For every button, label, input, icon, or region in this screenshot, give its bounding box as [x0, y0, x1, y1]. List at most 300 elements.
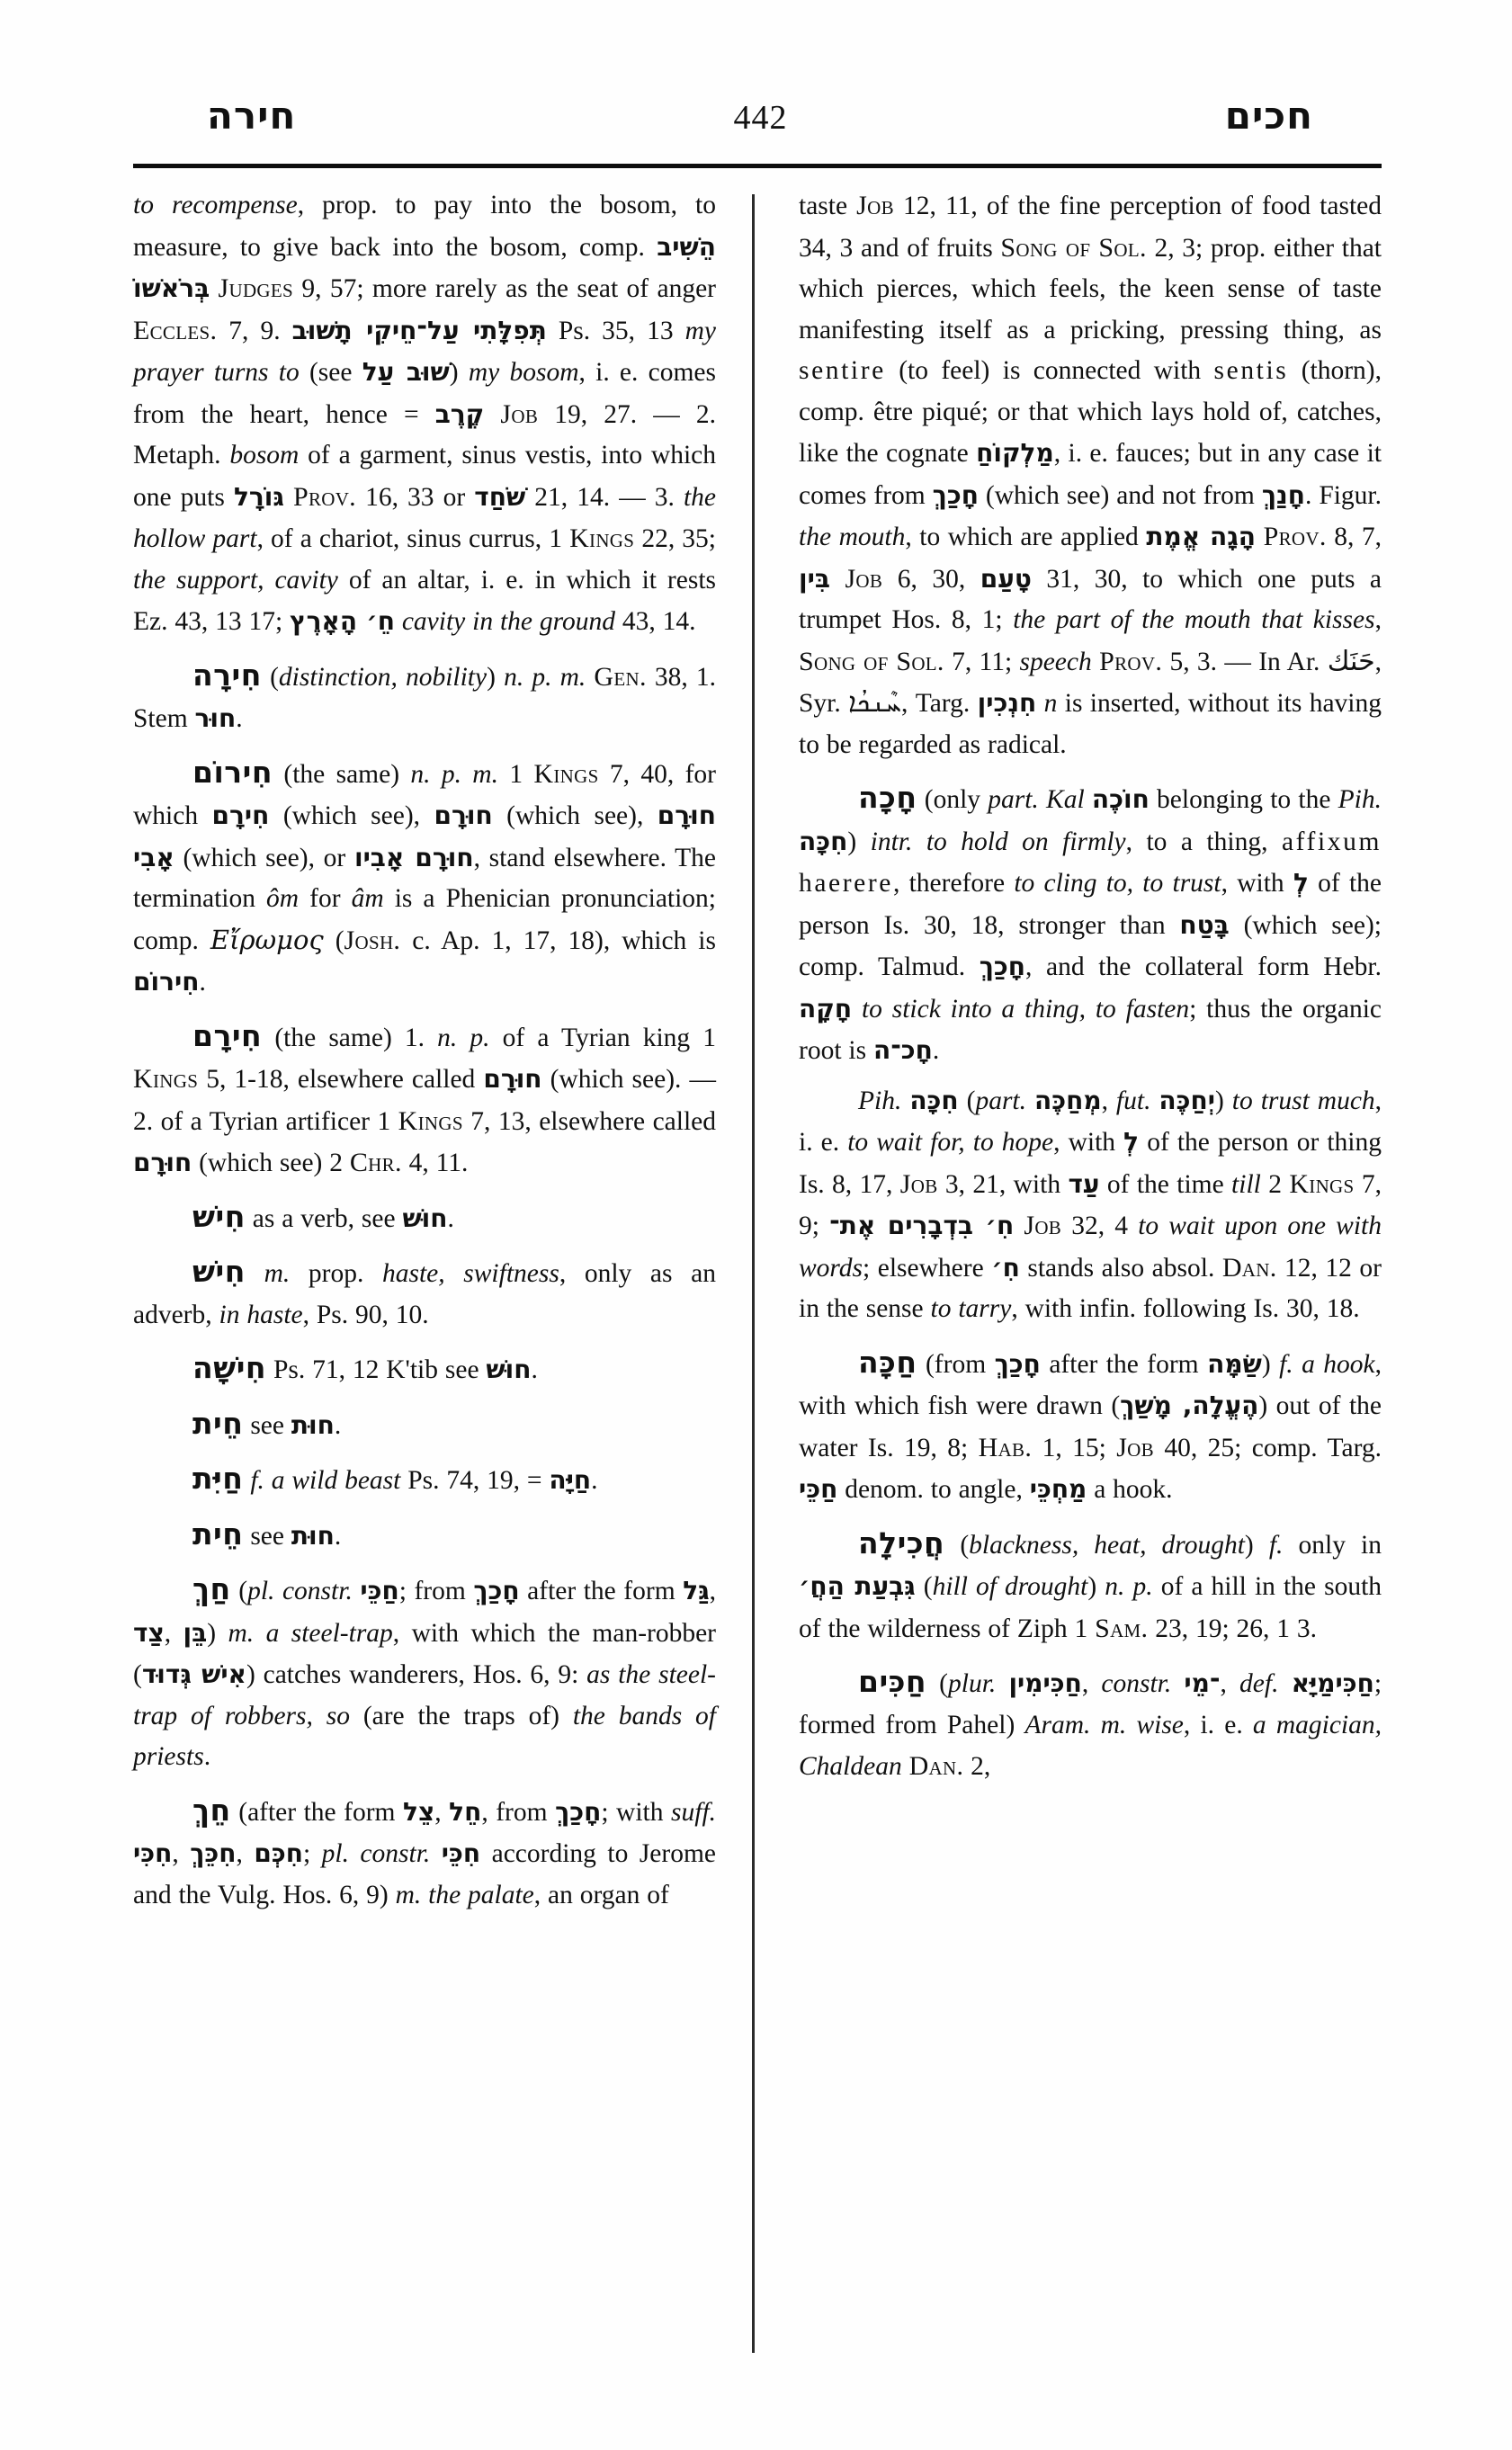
entry-text: ) [207, 1618, 228, 1648]
entry-text: n. p. m. [504, 662, 586, 692]
entry-text: 12, 11, of the fine perception of food tasted 34, 3 and of fruits [799, 192, 1382, 263]
entry-text: (which see), [492, 801, 658, 830]
entry-text [284, 483, 293, 512]
right-column [799, 185, 1382, 2371]
entry-text: ; formed from Pahel) [799, 1669, 1382, 1739]
entry-text: intr. to hold on firmly [870, 827, 1126, 856]
hebrew-term: חָכַךְ [473, 1576, 520, 1605]
entry-text: 6, 30, [882, 564, 980, 594]
entry-text: ( [261, 662, 279, 692]
entry-text: , with which fish were drawn ( [799, 1349, 1382, 1420]
hebrew-term: חָכַךְ [932, 479, 979, 510]
entry-text: , i. e. comes from the heart, hence = [133, 358, 717, 429]
entry-text: , prop. to pay into the bosom, to measure, to give back into the bosom, comp. [133, 191, 716, 262]
entry-text: ( [230, 1577, 248, 1605]
entry-text: as the steel-trap of robbers, so [133, 1660, 716, 1730]
entry-text: to cling to, to trust [1014, 869, 1221, 898]
entry-text: m. [264, 1259, 291, 1288]
entry-text: , i. e. fauces; but in any case it comes from [799, 439, 1382, 510]
entry-text: , therefore [892, 869, 1015, 898]
hebrew-term: לְ [1293, 868, 1309, 898]
entry-headword: חִירוֹם [192, 754, 273, 790]
hebrew-term: הָגָה אֱמֶת [1146, 522, 1257, 551]
hebrew-term: חָכַךְ [994, 1348, 1041, 1379]
entry-text: according to Jerome and the Vulg. Hos. 6, 9) [133, 1839, 717, 1909]
entry-text: to tarry [930, 1294, 1012, 1323]
entry-text: 2, [963, 1752, 991, 1781]
scripture-reference: Eccles. [133, 315, 218, 345]
entry-headword: חִירָה [192, 657, 262, 693]
entry-text: Ps. 71, 12 K'tib see [266, 1355, 487, 1384]
entry-text: Pih. [858, 1086, 902, 1115]
hebrew-term: שֹׁחַד [474, 481, 526, 512]
entry-text: âm [351, 884, 384, 913]
entry-text: , [434, 1797, 450, 1827]
entry-text: , [1101, 1086, 1116, 1115]
entry-text: 9, 57; more rarely as the seat of anger [293, 274, 716, 303]
entry-headword: חֵית [192, 1405, 244, 1441]
entry-text: def. [1239, 1669, 1279, 1698]
entry-text: (to feel) is connected with [885, 356, 1214, 385]
entry-text: . [334, 1410, 342, 1440]
scripture-reference: Job [500, 398, 539, 429]
entry-text: ( [944, 1530, 970, 1560]
entry-text: of a hill in the south of the wilderness of Ziph 1 [799, 1572, 1382, 1643]
hebrew-term: גִּבְעַת הַחֲ׳ [799, 1571, 916, 1601]
entry-text [1036, 689, 1043, 718]
hebrew-term: חָכַךְ [979, 952, 1026, 981]
hebrew-term: בָּטַח [1179, 909, 1230, 940]
hebrew-term: שׁוּב עַל [362, 357, 450, 387]
entry-text: (which see). — 2. of a Tyrian artificer 1 [133, 1065, 716, 1136]
entry-text: (which see), [269, 801, 434, 830]
entry-text [1092, 648, 1099, 676]
entry-text: , an organ of [533, 1880, 669, 1909]
entry-text: haste, swiftness [381, 1259, 559, 1288]
entry-text: ; with [601, 1797, 672, 1827]
entry-text: affixum haerere [799, 827, 1382, 898]
hebrew-term: חוּת [291, 1520, 335, 1551]
scripture-reference: Judges [218, 273, 294, 303]
scripture-reference: Job [1024, 1211, 1062, 1240]
entry-text [996, 1669, 1008, 1698]
entry-text: ) [847, 827, 871, 856]
entry-text: , [172, 1839, 191, 1868]
scripture-reference: Chr. [349, 1148, 402, 1177]
entry-text: . [531, 1355, 538, 1384]
entry-text [210, 274, 218, 303]
entry-text: the mouth [799, 523, 906, 551]
hebrew-term: חִכָּה [909, 1085, 959, 1115]
entry-text: ) out of the water Is. 19, 8; [799, 1391, 1382, 1462]
entry-text: speech [1019, 647, 1092, 676]
hebrew-term: חוּרָם [483, 1064, 542, 1094]
scripture-reference: Song of Sol. [799, 646, 944, 676]
entry-text: n [1043, 689, 1058, 718]
entry-text: 22, 35; [634, 524, 716, 553]
hebrew-term: חִכֵּךְ [190, 1838, 237, 1868]
entry-text: constr. [1101, 1669, 1172, 1698]
entry-text: 38, 1. Stem [133, 662, 717, 733]
lexicon-entry [133, 752, 716, 1004]
entry-text: 31, 30, to which one puts a trumpet Hos. 8, 1; [799, 564, 1382, 634]
entry-text: plur. [948, 1669, 997, 1698]
entry-text: ) [1261, 1349, 1280, 1379]
entry-text: of an altar, i. e. in which it rests Ez. 43, 13 17; [133, 565, 717, 636]
lexicon-entry [133, 1015, 716, 1185]
scripture-reference: Kings [569, 523, 635, 553]
entry-headword: חַכִּים [858, 1664, 927, 1699]
scripture-reference: Kings [133, 1064, 199, 1094]
entry-headword: חַיִּת [192, 1461, 244, 1496]
hebrew-term: צֵל [403, 1796, 435, 1827]
entry-text: for [299, 884, 352, 913]
entry-text: 40, 25; comp. Targ. [1153, 1433, 1382, 1462]
entry-text [430, 1839, 441, 1868]
entry-text: the hollow part [133, 482, 717, 553]
semitic-term: حَنَك [1327, 645, 1375, 677]
scripture-reference: Job [845, 563, 883, 594]
two-column-body [133, 185, 1382, 2371]
entry-text: as a verb, see [245, 1203, 403, 1233]
hebrew-term: חִכְּם [254, 1838, 303, 1868]
hebrew-term: שַׂמָּה [1207, 1348, 1262, 1379]
entry-text: f. a wild beast [250, 1466, 401, 1495]
entry-text: ) [449, 358, 469, 387]
entry-text: cavity in the ground [401, 607, 616, 636]
entry-headword: חָכָה [858, 780, 917, 815]
hebrew-term: חִירוֹם [133, 967, 200, 997]
entry-text: suff. [671, 1797, 717, 1827]
entry-text: hill of drought [932, 1572, 1088, 1601]
entry-text: 8, 7, [1326, 523, 1382, 551]
entry-text: ) [1087, 1572, 1105, 1601]
entry-text: f. [1268, 1530, 1284, 1560]
hebrew-term: בִּין [799, 563, 830, 594]
entry-text: ( [915, 1572, 933, 1601]
entry-text: 2 [1260, 1169, 1290, 1199]
entry-text [395, 607, 402, 636]
hebrew-term: חָכַךְ [555, 1796, 602, 1827]
entry-text [901, 1086, 909, 1115]
hebrew-term: תְּפִלָּתִי עַל־חֵיקִי תָשׁוּב [291, 315, 547, 345]
entry-text: , to which are applied [905, 523, 1147, 551]
lexicon-entry [133, 1458, 716, 1502]
lexicon-entry [799, 1080, 1382, 1330]
entry-text: stands also absol. [1019, 1253, 1222, 1283]
entry-text: , from [481, 1797, 556, 1827]
lexicon-entry [799, 185, 1382, 765]
lexicon-entry [133, 1403, 716, 1447]
hebrew-term: חִכִּי [133, 1838, 173, 1868]
entry-text: , [164, 1618, 183, 1648]
entry-text: ( [958, 1086, 976, 1115]
entry-text: to trust much [1231, 1086, 1375, 1115]
entry-text: , [1081, 1669, 1102, 1698]
entry-text: (which see), or [174, 843, 354, 872]
entry-headword: חִישׁ [192, 1254, 246, 1289]
lexicon-entry [133, 1251, 716, 1336]
entry-text: . [334, 1521, 342, 1551]
hebrew-term: חָנַךְ [1261, 479, 1305, 510]
entry-text: distinction, nobility [278, 662, 488, 692]
entry-headword: חֵךְ [192, 1792, 231, 1828]
scripture-reference: Dan. [908, 1751, 964, 1781]
entry-text: (which see); comp. Talmud. [799, 910, 1382, 981]
lexicon-entry [799, 1342, 1382, 1511]
entry-text: blackness, heat, drought [969, 1530, 1245, 1560]
entry-text: 32, 4 [1061, 1212, 1139, 1240]
entry-text: , to a thing, [1125, 827, 1282, 856]
entry-text: , [1220, 1669, 1240, 1698]
entry-text: . [591, 1466, 598, 1495]
hebrew-term: חַיָּה [549, 1465, 592, 1495]
entry-text: . [236, 704, 243, 733]
entry-text: (from [917, 1349, 995, 1379]
entry-text: 4, 11. [401, 1149, 469, 1177]
entry-text: is inserted, without its having to be regarded as radical. [799, 689, 1382, 759]
entry-text: Aram. m. [1024, 1710, 1127, 1739]
entry-text: (the same) 1. [262, 1023, 438, 1052]
running-head-right-hebrew: חכים [1224, 94, 1313, 138]
entry-text: part. Kal [988, 785, 1085, 814]
entry-text: Ps. 35, 13 [546, 316, 685, 345]
entry-text: . [932, 1036, 940, 1065]
semitic-term: ܚܶܢܟܳܐ [848, 687, 901, 719]
entry-text: of a garment, sinus vestis, into which one puts [133, 441, 716, 512]
entry-headword: חִירָם [192, 1017, 263, 1053]
entry-text: 1, 15; [1032, 1433, 1117, 1462]
entry-text: (are the traps of) [349, 1701, 573, 1730]
hebrew-term: חוּרָם אָבִי [133, 800, 716, 872]
scripture-reference: Kings [1289, 1168, 1355, 1199]
entry-text: to stick into a thing, to fasten [861, 994, 1190, 1024]
entry-headword: חֲכִילָה [858, 1525, 945, 1560]
scripture-reference: Job [899, 1168, 938, 1199]
entry-text: , [1374, 605, 1382, 634]
lexicon-entry [133, 655, 716, 740]
entry-text: ; [302, 1839, 322, 1868]
hebrew-term: הֶעֱלָה, מָשַׁךְ [1120, 1390, 1259, 1420]
entry-text: , of a chariot, sinus currus, 1 [256, 524, 570, 553]
entry-text [902, 1752, 909, 1781]
entry-text: ; elsewhere [863, 1253, 992, 1283]
entry-text: 7, 9. [217, 316, 292, 345]
hebrew-term: חֵל [449, 1796, 482, 1827]
hebrew-term: גַּל [683, 1576, 710, 1605]
entry-text: m. a steel-trap [228, 1618, 393, 1648]
hebrew-term: חוּת [291, 1409, 335, 1440]
entry-headword: חִישׁ [192, 1198, 246, 1234]
entry-text: c. Ap. 1, 17, 18), which is [400, 925, 716, 955]
hebrew-term: חָקָה [799, 993, 853, 1024]
entry-text: see [243, 1410, 291, 1440]
entry-text: n. p. [437, 1023, 490, 1052]
hebrew-term: חוּרָם אָבִיו [353, 842, 474, 872]
entry-text: 1 [497, 759, 534, 789]
hebrew-term: טָעַם [980, 563, 1032, 594]
entry-text: , with [1053, 1128, 1124, 1157]
entry-text: (which see) and not from [978, 480, 1262, 510]
entry-text: ; from [398, 1577, 474, 1605]
entry-text: to recompense [133, 191, 298, 219]
entry-text: 12, 12 or in the sense [799, 1253, 1382, 1323]
entry-text: . [199, 968, 206, 997]
entry-text: , with which the man-robber ( [133, 1618, 717, 1689]
entry-text: (after the form [230, 1797, 404, 1827]
entry-text [1126, 1711, 1136, 1739]
lexicon-entry [799, 1523, 1382, 1650]
entry-text: of the person Is. 30, 18, stronger than [799, 869, 1382, 940]
entry-text: . [447, 1203, 454, 1233]
entry-text: (see [299, 358, 362, 387]
entry-text: sentire [799, 356, 886, 385]
entry-text: , i. e. [799, 1086, 1382, 1157]
entry-text: taste [799, 192, 857, 220]
entry-text: Ps. 74, 19, = [400, 1466, 550, 1495]
entry-text [484, 400, 500, 429]
scripture-reference: Kings [398, 1105, 463, 1136]
scripture-reference: Prov. [1099, 646, 1163, 676]
entry-text: 16, 33 or [355, 482, 475, 512]
entry-text: , with [1221, 869, 1293, 898]
entry-text: the bands of priests [133, 1701, 716, 1771]
entry-text: prop. [290, 1259, 382, 1288]
entry-text: (the same) [273, 759, 411, 789]
greek-term: Εἴρωμος [210, 924, 324, 955]
entry-text: denom. to angle, [837, 1475, 1030, 1504]
entry-text: a magician, Chaldean [799, 1710, 1382, 1781]
entry-text: ôm [266, 884, 300, 913]
entry-text [1026, 1086, 1034, 1115]
hebrew-term: חוֹכֶה [1091, 784, 1150, 814]
entry-text: of a Tyrian king 1 [489, 1023, 717, 1052]
entry-text: pl. constr. [321, 1839, 431, 1868]
scripture-reference: Josh. [344, 925, 401, 955]
entry-text: pl. constr. [247, 1577, 353, 1605]
entry-text [852, 995, 862, 1024]
entry-text: in haste [219, 1300, 303, 1329]
hebrew-term: חוּרָם [133, 1148, 192, 1177]
entry-text: to wait for, to hope [847, 1128, 1054, 1157]
entry-text: my prayer turns to [133, 316, 717, 387]
entry-text: belonging to the [1149, 785, 1338, 814]
entry-text: of the time [1099, 1169, 1232, 1199]
hebrew-term: יְחַכֶּה [1159, 1085, 1215, 1115]
hebrew-term: לְ [1123, 1127, 1140, 1157]
hebrew-term: מְחַכֶּה [1033, 1085, 1102, 1115]
entry-text [830, 565, 845, 594]
hebrew-term: חִכֵּי [441, 1838, 481, 1868]
entry-text: see [243, 1521, 291, 1551]
entry-text: 7, 11; [944, 647, 1020, 676]
entry-text: , Targ. [901, 689, 978, 718]
entry-text: , i. e. [1183, 1710, 1253, 1739]
entry-text: , only as an adverb, [133, 1259, 716, 1329]
entry-text: . Figur. [1304, 480, 1382, 510]
hebrew-term: מַלְקוֹחַ [976, 438, 1054, 468]
hebrew-term: חוּרָם [434, 800, 493, 830]
scripture-reference: Kings [533, 758, 599, 789]
lexicon-entry [799, 1661, 1382, 1788]
entry-text: 7, 13, elsewhere called [462, 1106, 716, 1136]
hebrew-term: חֵ׳ הָאָרֶץ [290, 606, 395, 636]
page-number: 442 [733, 99, 788, 137]
hebrew-term: ־מֵי [1184, 1668, 1221, 1698]
entry-text: 3, 21, with [937, 1169, 1069, 1199]
entry-text: to wait upon one with words [799, 1212, 1382, 1283]
entry-text: ( [926, 1669, 949, 1698]
entry-text: m. the palate [395, 1880, 534, 1909]
entry-text: of the person or thing Is. 8, 17, [799, 1128, 1382, 1199]
hebrew-term: חַכִּימִין [1008, 1668, 1082, 1698]
entry-text: a hook. [1087, 1475, 1173, 1504]
entry-text: only in [1283, 1530, 1382, 1560]
entry-text [1085, 785, 1092, 814]
hebrew-term: חָכ־ה [872, 1035, 933, 1065]
hebrew-term: צַד [133, 1617, 165, 1648]
scripture-reference: Sam. [1095, 1613, 1149, 1643]
entry-text: my bosom [468, 358, 579, 387]
lexicon-entry [133, 1514, 716, 1558]
entry-text: ) [1244, 1530, 1269, 1560]
entry-text: 5, 1-18, elsewhere called [198, 1065, 484, 1094]
hebrew-term: הֵשִׁיב בְּרֹאשׁוֹ [133, 231, 716, 303]
hebrew-term: בֵּן [183, 1617, 208, 1648]
entry-text: wise [1136, 1710, 1184, 1739]
hebrew-term: חוּשׁ [402, 1203, 448, 1233]
entry-text: bosom [229, 441, 300, 469]
hebrew-term: חִ׳ בִדְבָרִים אֶת־ [829, 1211, 1015, 1240]
entry-text: till [1231, 1169, 1261, 1199]
entry-text: n. p. [1105, 1572, 1153, 1601]
lexicon-entry [133, 1569, 716, 1778]
hebrew-term: חַכֵּי [360, 1576, 399, 1605]
hebrew-term: חוּר [194, 703, 237, 733]
entry-headword: חֵית [192, 1516, 244, 1551]
entry-text: ) [1215, 1086, 1232, 1115]
entry-text: 19, 27. — 2. Metaph. [133, 399, 716, 469]
hebrew-term: עַד [1068, 1168, 1100, 1199]
entry-text: , with infin. following Is. 30, 18. [1011, 1294, 1360, 1323]
hebrew-term: חִנְכִין [977, 688, 1037, 718]
hebrew-term: גּוֹרָל [233, 481, 284, 512]
entry-text: is a Phenician pronunciation; comp. [133, 884, 716, 955]
lexicon-entry [799, 777, 1382, 1072]
lexicon-entry [133, 185, 716, 643]
lexicon-entry [133, 1347, 716, 1391]
entry-text [1256, 523, 1264, 551]
hebrew-term: חוּשׁ [486, 1355, 532, 1384]
entry-text: 23, 19; 26, 1 3. [1148, 1614, 1318, 1643]
scripture-reference: Job [856, 191, 894, 220]
entry-text: 5, 3. — In Ar. [1162, 647, 1328, 676]
entry-text: ( [323, 925, 344, 955]
entry-text: , [236, 1839, 255, 1868]
entry-headword: חַךְ [192, 1571, 231, 1606]
scripture-reference: Prov. [1263, 522, 1327, 551]
entry-text: Pih. [1338, 785, 1382, 814]
entry-text: sentis [1213, 356, 1289, 385]
scripture-reference: Song of Sol. [1000, 232, 1147, 263]
scripture-reference: Dan. [1221, 1252, 1277, 1283]
entry-text: ) [487, 662, 505, 692]
entry-text: ) catches wanderers, Hos. 6, 9: [246, 1660, 587, 1689]
running-head-left-hebrew: חירה [207, 94, 297, 138]
entry-text: 7, 9; [799, 1169, 1382, 1240]
entry-headword: חַכָּה [858, 1344, 917, 1380]
entry-text: , [709, 1577, 717, 1605]
